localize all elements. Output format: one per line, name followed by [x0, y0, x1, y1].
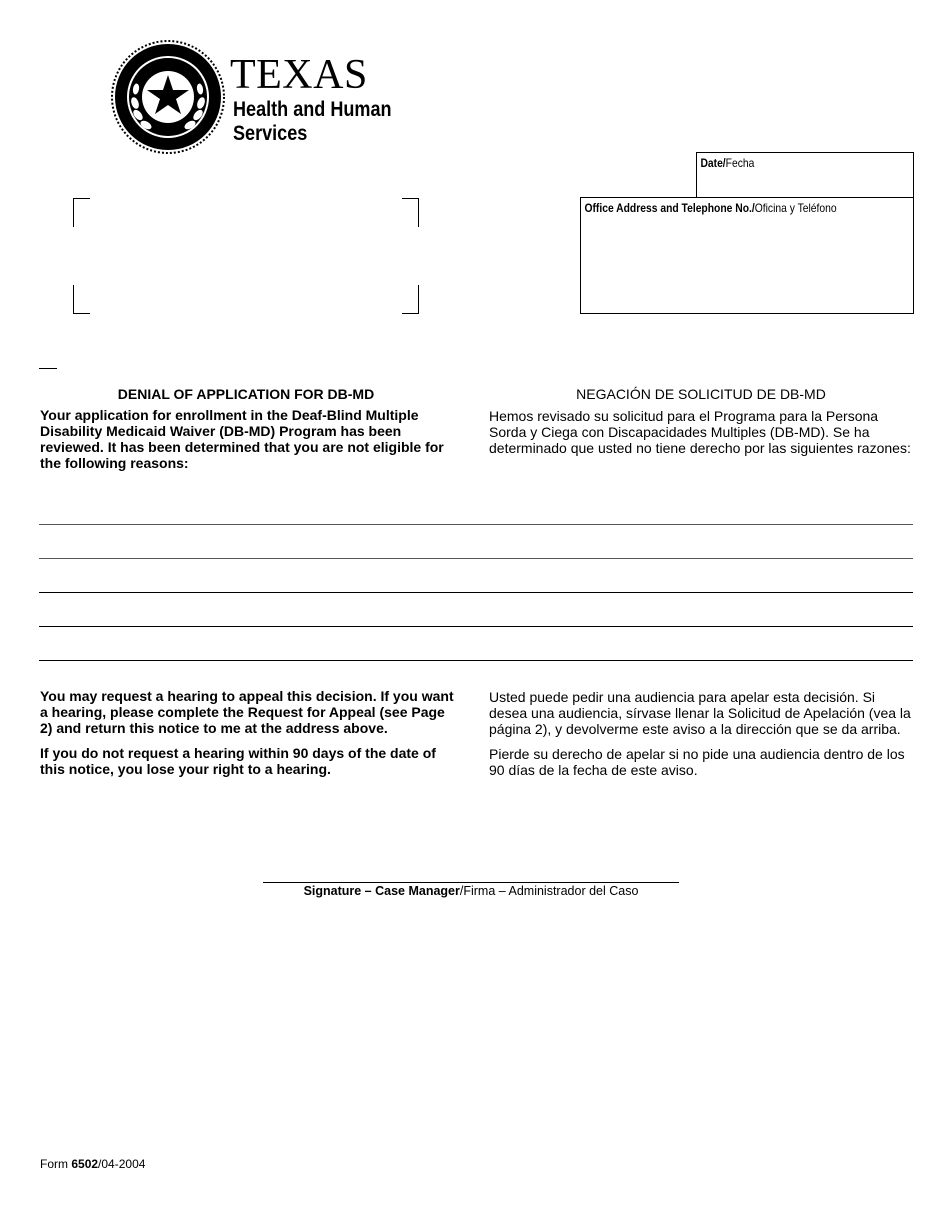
deadline-notice-spanish: Pierde su derecho de apelar si no pide una audiencia dentro de los 90 días de la fecha de este aviso.: [489, 746, 905, 778]
form-number: Form 6502/04-2004: [40, 1157, 146, 1171]
logo-subtitle-line2: Services: [233, 122, 308, 145]
address-window-corner-bottom-right: [402, 285, 419, 314]
logo-subtitle-line1: Health and Human: [233, 98, 392, 121]
address-window-corner-bottom-left: [73, 285, 90, 314]
reason-line-1[interactable]: [39, 524, 913, 525]
office-address-field[interactable]: [580, 197, 914, 314]
heading-spanish: NEGACIÓN DE SOLICITUD DE DB-MD: [576, 386, 826, 402]
address-window-corner-top-right: [402, 198, 419, 227]
reason-line-3[interactable]: [39, 592, 913, 593]
date-label: Date/Fecha: [700, 156, 755, 170]
address-window-corner-top-left: [73, 198, 90, 227]
intro-english: Your application for enrollment in the Deaf-Blind Multiple Disability Medicaid Waiver (DB-MD) Program has been reviewed. It has been determined that you are not eligible for the following reasons:: [40, 407, 444, 471]
hearing-notice-english: You may request a hearing to appeal this decision. If you want a hearing, please complete the Request for Appeal (see Page 2) and return this notice to me at the address above.: [40, 688, 454, 736]
heading-english: DENIAL OF APPLICATION FOR DB-MD: [117, 386, 375, 402]
hearing-notice-spanish: Usted puede pedir una audiencia para apelar esta decisión. Si desea una audiencia, sírvase llenar la Solicitud de Apelación (vea la página 2), y devolverme este aviso a la dirección que se da arriba.: [489, 689, 911, 737]
logo-subtitle: [233, 98, 392, 146]
office-address-label: Office Address and Telephone No./Oficina y Teléfono: [584, 201, 837, 215]
date-field[interactable]: [696, 152, 914, 198]
reason-line-5[interactable]: [39, 660, 913, 661]
reason-line-2[interactable]: [39, 558, 913, 559]
fold-mark: [39, 368, 57, 369]
texas-hhs-seal-icon: [110, 39, 226, 155]
signature-line[interactable]: [263, 882, 679, 883]
intro-spanish: Hemos revisado su solicitud para el Programa para la Persona Sorda y Ciega con Discapacidades Multiples (DB-MD). Se ha determinado que usted no tiene derecho por las siguientes razones:: [489, 408, 911, 456]
logo-title: TEXAS: [230, 52, 368, 98]
deadline-notice-english: If you do not request a hearing within 90 days of the date of this notice, you lose your right to a hearing.: [40, 745, 436, 777]
reason-line-4[interactable]: [39, 626, 913, 627]
signature-label: Signature – Case Manager/Firma – Administrador del Caso: [303, 884, 639, 898]
